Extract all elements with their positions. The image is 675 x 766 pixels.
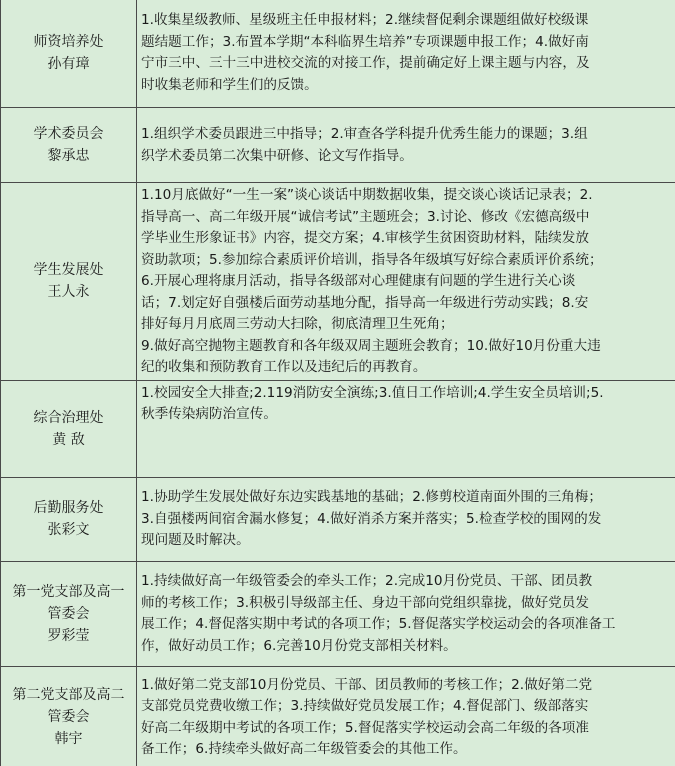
task-line: 时收集老师和学生们的反馈。 — [141, 76, 318, 93]
department-name: 学生发展处 — [33, 262, 104, 279]
task-line: 9.做好高空抛物主题教育和各年级双周主题班会教育；10.做好10月份重大违 — [141, 337, 601, 354]
task-line: 1.10月底做好“一生一案”谈心谈话中期数据收集，提交谈心谈话记录表；2. — [141, 187, 593, 203]
task-line: 现问题及时解决。 — [141, 532, 250, 549]
task-line: 题结题工作；3.布置本学期“本科临界生培养”专项课题申报工作；4.做好南 — [141, 33, 589, 50]
task-line: 织学术委员第二次集中研修、论文写作指导。 — [141, 147, 413, 164]
table-row — [1, 108, 675, 183]
table-row — [1, 0, 675, 108]
table-row — [1, 666, 675, 766]
tasks-cell — [137, 183, 675, 381]
task-line: 1.收集星级教师、星级班主任申报材料；2.继续督促剩余课题组做好校级课 — [141, 12, 589, 28]
task-line: 好高二年级期中考试的各项工作；5.督促落实学校运动会高二年级的各项准 — [141, 719, 589, 736]
task-line: 6.开展心理将康月活动，指导各级部对心理健康有问题的学生进行关心谈 — [141, 273, 576, 289]
table-row — [1, 380, 675, 477]
department-name-continued: 管委会 — [47, 709, 90, 725]
task-line: 排好每月月底周三劳动大扫除，彻底清理卫生死角； — [141, 316, 454, 332]
department-name: 学术委员会 — [33, 126, 104, 142]
department-name-continued: 管委会 — [47, 605, 90, 622]
tasks-cell — [137, 666, 675, 766]
department-cell — [1, 380, 137, 477]
person-name: 韩宇 — [54, 731, 83, 747]
department-name: 后勤服务处 — [33, 500, 104, 516]
person-name: 黄 敌 — [52, 431, 85, 448]
task-line: 1.做好第二党支部10月份党员、干部、团员教师的考核工作；2.做好第二党 — [141, 676, 593, 693]
task-line: 1.校园安全大排查;2.119消防安全演练;3.值日工作培训;4.学生安全员培训;5. — [141, 384, 604, 401]
task-line: 作，做好动员工作；6.完善10月份党支部相关材料。 — [141, 637, 457, 654]
task-line: 师的考核工作；3.积极引导级部主任、身边干部向党组织靠拢，做好党员发 — [141, 594, 589, 611]
tasks-cell — [137, 380, 675, 477]
department-name: 第二党支部及高二 — [12, 687, 125, 703]
task-line: 备工作；6.持续牵头做好高二年级管委会的其他工作。 — [141, 741, 467, 757]
department-cell — [1, 477, 137, 561]
person-name: 罗彩莹 — [47, 627, 90, 644]
department-name: 第一党支部及高一 — [12, 583, 125, 600]
person-name: 孙有璋 — [47, 55, 90, 72]
task-line: 秋季传染病防治宣传。 — [141, 406, 277, 422]
task-line: 展工作；4.督促落实期中考试的各项工作；5.督促落实学校运动会的各项准备工 — [141, 616, 616, 632]
department-name: 师资培养处 — [33, 33, 104, 50]
task-line: 1.组织学术委员跟进三中指导；2.审查各学科提升优秀生能力的课题；3.组 — [141, 126, 588, 142]
task-line: 学毕业生形象证书》内容，提交方案；4.审核学生贫困资助材料，陆续发放 — [141, 230, 589, 246]
task-line: 3.自强楼两间宿舍漏水修复；4.做好消杀方案并落实；5.检查学校的围网的发 — [141, 510, 602, 527]
tasks-cell — [137, 477, 675, 561]
person-name: 王人永 — [47, 284, 90, 301]
tasks-cell — [137, 0, 675, 108]
person-name: 张彩文 — [47, 522, 90, 538]
person-name: 黎承忠 — [47, 148, 90, 164]
tasks-cell — [137, 561, 675, 666]
department-cell — [1, 0, 137, 108]
task-line: 宁市三中、三十三中进校交流的对接工作，提前确定好上课主题与内容，及 — [141, 55, 590, 71]
task-line: 支部党员党费收缴工作；3.持续做好党员发展工作；4.督促部门、级部落实 — [141, 698, 589, 714]
task-line: 1.协助学生发展处做好东边实践基地的基础；2.修剪校道南面外围的三角梅； — [141, 489, 602, 506]
task-line: 资助款项；5.参加综合素质评价培训，指导各年级填写好综合素质评价系统； — [141, 251, 603, 268]
department-cell — [1, 183, 137, 381]
task-line: 纪的收集和预防教育工作以及违纪后的再教育。 — [141, 359, 427, 375]
table-row — [1, 561, 675, 666]
task-line: 话；7.划定好自强楼后面劳动基地分配，指导高一年级进行劳动实践；8.安 — [141, 294, 589, 311]
department-name: 综合治理处 — [33, 409, 104, 426]
department-cell — [1, 666, 137, 766]
department-cell — [1, 108, 137, 183]
task-line: 1.持续做好高一年级管委会的牵头工作；2.完成10月份党员、干部、团员教 — [141, 573, 593, 589]
tasks-cell — [137, 108, 675, 183]
task-line: 指导高一、高二年级开展“诚信考试”主题班会；3.讨论、修改《宏德高级中 — [141, 208, 590, 225]
department-cell — [1, 561, 137, 666]
table-row — [1, 477, 675, 561]
table-row — [1, 183, 675, 381]
